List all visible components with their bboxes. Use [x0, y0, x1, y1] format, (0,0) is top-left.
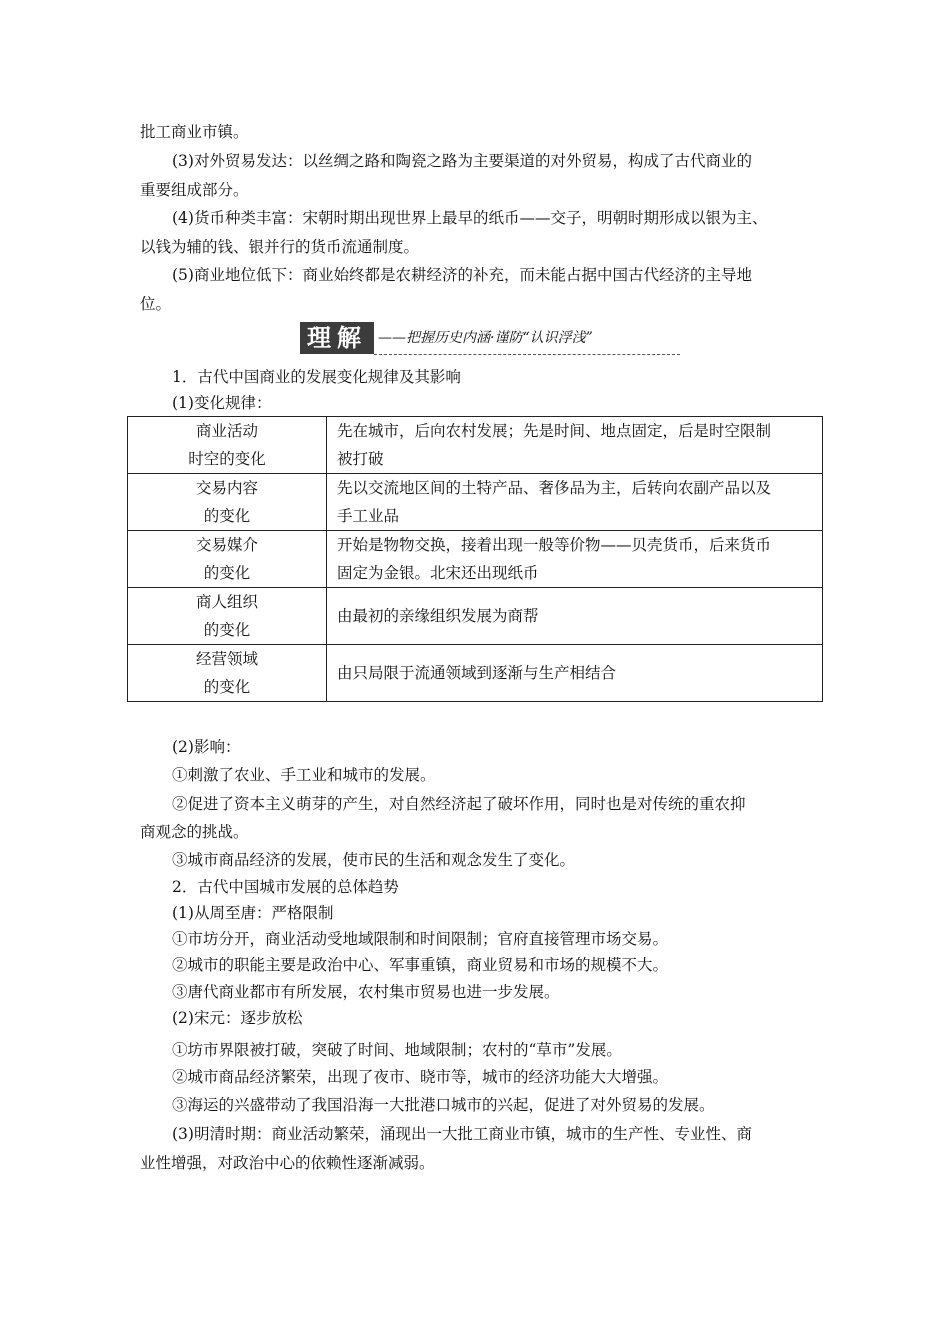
row-key-line: 的变化 [203, 621, 251, 639]
row-value-line: 由最初的亲缘组织发展为商帮 [337, 607, 539, 625]
row-value [327, 417, 823, 474]
text-line: (1)从周至唐：严格限制 [172, 904, 334, 922]
section-heading: 1．古代中国商业的发展变化规律及其影响 [172, 368, 461, 386]
text-line: ①市坊分开，商业活动受地域限制和时间限制；官府直接管理市场交易。 [172, 930, 669, 948]
row-value-line: 固定为金银。北宋还出现纸币 [337, 564, 539, 582]
row-key [128, 531, 327, 588]
row-value [327, 588, 823, 645]
text-line: ①刺激了农业、手工业和城市的发展。 [172, 766, 436, 784]
row-value-line: 先以交流地区间的土特产品、奢侈品为主，后转向农副产品以及 [337, 479, 772, 497]
text-line: ②促进了资本主义萌芽的产生，对自然经济起了破坏作用，同时也是对传统的重农抑 [172, 795, 746, 813]
row-key [128, 417, 327, 474]
table-row [128, 531, 823, 588]
text-line: 位。 [140, 295, 172, 313]
banner-label: 理解 [300, 322, 374, 354]
row-key-line: 交易内容 [195, 479, 258, 497]
row-key-line: 商业活动 [195, 422, 258, 440]
row-value-line: 由只局限于流通领域到逐渐与生产相结合 [337, 664, 617, 682]
text-line: 批工商业市镇。 [140, 123, 249, 141]
row-value-line: 开始是物物交换，接着出现一般等价物——贝壳货币，后来货币 [337, 536, 772, 554]
table-row [128, 645, 823, 702]
text-line: (4)货币种类丰富：宋朝时期出现世界上最早的纸币——交子，明朝时期形成以银为主、 [172, 209, 768, 227]
row-key-line: 时空的变化 [188, 450, 266, 468]
text-line: 业性增强，对政治中心的依赖性逐渐减弱。 [140, 1154, 435, 1172]
text-line: (2)影响： [172, 738, 241, 756]
row-key-line: 交易媒介 [195, 536, 258, 554]
text-line: 重要组成部分。 [140, 181, 249, 199]
text-line: ③城市商品经济的发展，使市民的生活和观念发生了变化。 [172, 851, 576, 869]
row-key-line: 的变化 [203, 507, 251, 525]
text-line: 商观念的挑战。 [140, 823, 249, 841]
text-line: ③海运的兴盛带动了我国沿海一大批港口城市的兴起，促进了对外贸易的发展。 [172, 1096, 715, 1114]
text-line: ①坊市界限被打破，突破了时间、地域限制；农村的“草市”发展。 [172, 1041, 622, 1059]
banner-subtitle: ——把握历史内涵·谨防“认识浮浅” [378, 330, 593, 346]
text-line: 2．古代中国城市发展的总体趋势 [172, 878, 399, 896]
text-line: ③唐代商业都市有所发展，农村集市贸易也进一步发展。 [172, 983, 560, 1001]
row-key-line: 经营领域 [195, 650, 258, 668]
text-line: ②城市商品经济繁荣，出现了夜市、晓市等，城市的经济功能大大增强。 [172, 1068, 669, 1086]
subsection-heading: (1)变化规律： [172, 394, 272, 412]
banner-divider [374, 354, 680, 355]
text-line: 以钱为辅的钱、银并行的货币流通制度。 [140, 238, 420, 256]
row-value-line: 被打破 [337, 450, 384, 468]
table-row [128, 417, 823, 474]
text-line: (2)宋元：逐步放松 [172, 1009, 303, 1027]
row-value [327, 645, 823, 702]
row-key [128, 474, 327, 531]
row-value [327, 531, 823, 588]
row-key-line: 的变化 [203, 678, 251, 696]
row-value-line: 手工业品 [337, 507, 400, 525]
text-line: (5)商业地位低下：商业始终都是农耕经济的补充，而未能占据中国古代经济的主导地 [172, 266, 752, 284]
row-key-line: 的变化 [203, 564, 251, 582]
row-key-line: 商人组织 [195, 593, 258, 611]
text-line: (3)明清时期：商业活动繁荣，涌现出一大批工商业市镇，城市的生产性、专业性、商 [172, 1125, 752, 1143]
change-rules-table [127, 416, 823, 702]
row-value-line: 先在城市，后向农村发展；先是时间、地点固定，后是时空限制 [337, 422, 772, 440]
table-row [128, 474, 823, 531]
row-value [327, 474, 823, 531]
table-row [128, 588, 823, 645]
row-key [128, 645, 327, 702]
text-line: ②城市的职能主要是政治中心、军事重镇，商业贸易和市场的规模不大。 [172, 956, 669, 974]
text-line: (3)对外贸易发达：以丝绸之路和陶瓷之路为主要渠道的对外贸易，构成了古代商业的 [172, 152, 752, 170]
row-key [128, 588, 327, 645]
